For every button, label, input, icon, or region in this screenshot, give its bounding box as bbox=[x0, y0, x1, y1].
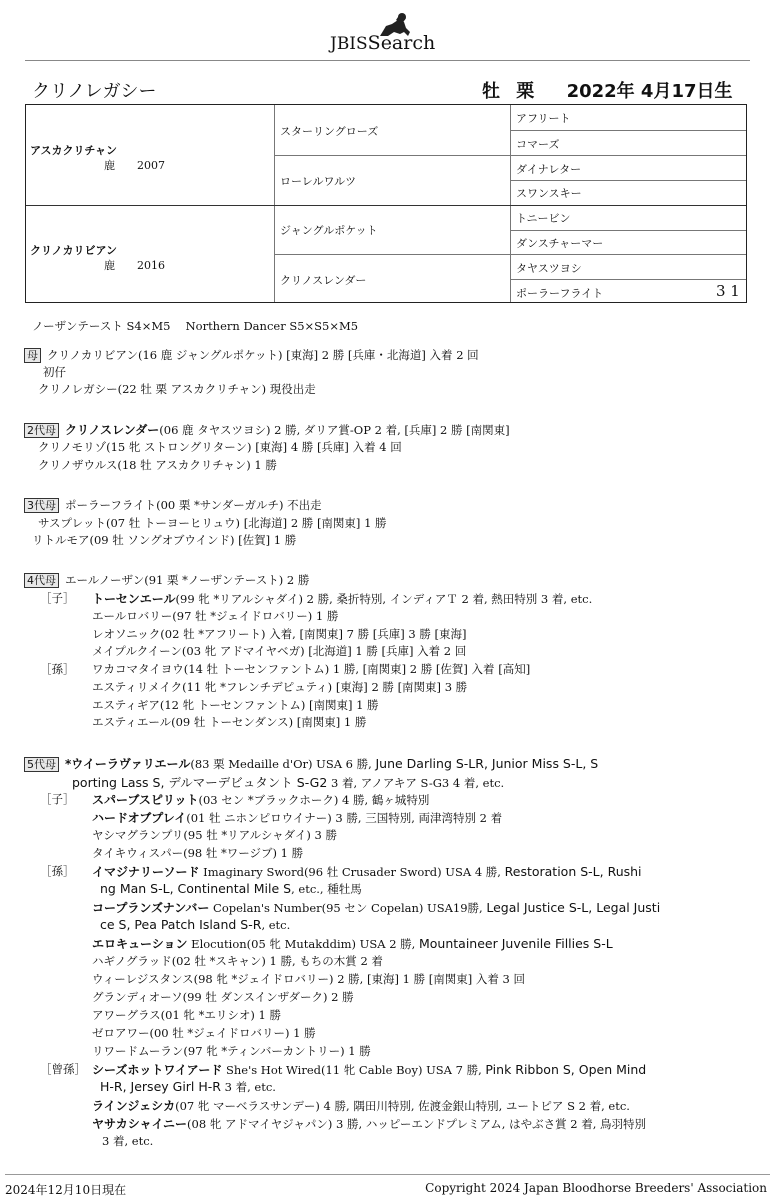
g5-c1 bbox=[92, 791, 429, 808]
g5-s2 bbox=[92, 1097, 630, 1114]
g5-g3 bbox=[92, 935, 613, 952]
g5-g3-races: Mountaineer Juvenile Fillies S-L bbox=[418, 936, 613, 951]
g5-g2 bbox=[92, 899, 660, 916]
g5-g9: リワードムーラン(97 牝 *ティンバーカントリー) 1 勝 bbox=[92, 1044, 371, 1058]
jbis-search-logo bbox=[330, 12, 470, 52]
g5-g1-cont bbox=[100, 881, 362, 897]
sire-name[interactable]: アスカクリチャン bbox=[30, 144, 118, 157]
g5-g2-text: Copelan's Number(95 セン Copelan) USA19勝, bbox=[209, 901, 487, 915]
g5-g3-text: Elocution(05 牝 Mutakddim) USA 2 勝, bbox=[187, 937, 419, 951]
dam-name[interactable]: クリノカリビアン bbox=[30, 244, 118, 257]
family-number: 3 1 bbox=[716, 282, 740, 300]
g5-races: June Darling S-LR, Junior Miss S-L, S bbox=[375, 756, 599, 771]
g3-text: ポーラーフライト(00 栗 *サンダーガルチ) 不出走 bbox=[65, 498, 322, 512]
g4-g1: ワカコマタイヨウ(14 牡 トーセンファントム) 1 勝, [南関東] 2 勝 [佐賀] 入着 [高知] bbox=[92, 662, 531, 676]
g5-g2-text2: , etc. bbox=[261, 918, 291, 932]
g5-s3-name[interactable]: ヤサカシャイニー bbox=[92, 1117, 188, 1131]
g5-g1-name[interactable]: イマジナリーソード bbox=[92, 865, 200, 879]
horse-birth: 2022年 4月17日生 bbox=[566, 81, 733, 102]
dam-sub: 鹿 2016 bbox=[104, 259, 165, 272]
g5-g4: ハギノグラッド(02 牡 *スキャン) 1 勝, もちの木賞 2 着 bbox=[92, 954, 383, 968]
inbreed-line: ノーザンテースト S4×M5 Northern Dancer S5×S5×M5 bbox=[32, 319, 359, 333]
mother-line3: クリノレガシー(22 牡 栗 アスカクリチャン) 現役出走 bbox=[38, 382, 316, 396]
g4-g4: エスティエール(09 牡 トーセンダンス) [南関東] 1 勝 bbox=[92, 715, 367, 729]
g5-s3-text: (08 牝 アドマイヤジャパン) 3 勝, ハッピーエンドプレミアム, はやぶさ賞 2 着, 鳥羽特別 bbox=[187, 1117, 647, 1131]
g5-text: (83 栗 Medaille d'Or) USA 6 勝, bbox=[190, 757, 376, 771]
g4-child-label: ［子］ bbox=[40, 591, 75, 605]
g5-g1-races: Restoration S-L, Rushi bbox=[504, 864, 642, 879]
g5-great-label: ［曾孫］ bbox=[40, 1062, 86, 1076]
g5-g2-name[interactable]: コープランズナンバー bbox=[92, 901, 210, 915]
g5-c4: タイキウィスパー(98 牡 *ワージブ) 1 勝 bbox=[92, 846, 304, 860]
footer-copyright: Copyright 2024 Japan Bloodhorse Breeders' Association bbox=[425, 1181, 767, 1195]
g5-s1-races: Pink Ribbon S, Open Mind bbox=[485, 1062, 647, 1077]
g5-g8: ゼロアワー(00 牡 *ジェイドロバリー) 1 勝 bbox=[92, 1026, 316, 1040]
g4-grand-label: ［孫］ bbox=[40, 662, 75, 676]
g5-c3: ヤシマグランプリ(95 牡 *リアルシャダイ) 3 勝 bbox=[92, 828, 338, 842]
g2-name[interactable]: クリノスレンダー bbox=[65, 423, 160, 437]
g5-c2-text: (01 牡 ニホンピロウイナー) 3 勝, 三国特別, 両津湾特別 2 着 bbox=[186, 811, 503, 825]
g3-line3: リトルモア(09 牡 ソングオブウインド) [佐賀] 1 勝 bbox=[32, 533, 297, 547]
sss[interactable]: アフリート bbox=[516, 112, 571, 125]
g5-line1 bbox=[24, 755, 598, 772]
g2-line2: クリノモリゾ(15 牝 ストロングリターン) [東海] 4 勝 [兵庫] 入着 4 回 bbox=[38, 440, 402, 454]
g5-g1-text: Imaginary Sword(96 牡 Crusader Sword) USA 4 勝, bbox=[199, 865, 505, 879]
g4-g2: エスティリメイク(11 牝 *フレンチデピュティ) [東海] 2 勝 [南関東] 3 勝 bbox=[92, 680, 468, 694]
g5-races2: porting Lass S, デルマーデビュタント S-G2 bbox=[72, 775, 328, 790]
horse-color: 栗 bbox=[516, 81, 535, 102]
footer-date: 2024年12月10日現在 bbox=[5, 1183, 127, 1197]
sdd[interactable]: スワンスキー bbox=[516, 187, 582, 200]
logo-text-search: Search bbox=[367, 32, 436, 54]
g5-grand-label: ［孫］ bbox=[40, 864, 75, 878]
g5-s1 bbox=[92, 1061, 646, 1078]
g5-c2 bbox=[92, 809, 502, 826]
logo-text-jbis: JBIS bbox=[330, 34, 368, 54]
g5-s2-text: (07 牝 マーベラスサンデー) 4 勝, 隅田川特別, 佐渡金銀山特別, ユートピア S 2 着, etc. bbox=[175, 1099, 630, 1113]
g2-line1 bbox=[24, 421, 510, 438]
g4-line1 bbox=[24, 572, 309, 588]
tag-mother: 母 bbox=[24, 348, 41, 363]
g5-s1-cont bbox=[100, 1079, 276, 1095]
header-divider bbox=[25, 60, 750, 61]
g4-text: エールノーザン(91 栗 *ノーザンテースト) 2 勝 bbox=[65, 573, 310, 587]
tag-g2: 2代母 bbox=[24, 423, 59, 438]
dsd[interactable]: ダンスチャーマー bbox=[516, 237, 604, 250]
tag-g5: 5代母 bbox=[24, 757, 59, 772]
g5-c1-name[interactable]: スパーブスピリット bbox=[92, 793, 199, 807]
g5-text2: 3 着, アノアキア S-G3 4 着, etc. bbox=[327, 776, 505, 790]
pedigree-table bbox=[25, 104, 747, 303]
tag-g3: 3代母 bbox=[24, 498, 59, 513]
g5-c1-text: (03 セン *ブラックホーク) 4 勝, 鶴ヶ城特別 bbox=[198, 793, 430, 807]
dss[interactable]: トニービン bbox=[516, 212, 571, 225]
g4-g3: エスティギア(12 牝 トーセンファントム) [南関東] 1 勝 bbox=[92, 698, 379, 712]
g5-g2-races2: ce S, Pea Patch Island S-R bbox=[100, 917, 262, 932]
g5-g2-cont bbox=[100, 917, 290, 932]
g5-g1 bbox=[92, 863, 642, 880]
g3-line2: サスプレット(07 牡 トーヨーヒリュウ) [北海道] 2 勝 [南関東] 1 勝 bbox=[38, 516, 387, 530]
g5-s1-text2: 3 着, etc. bbox=[220, 1080, 276, 1094]
sire-sub: 鹿 2007 bbox=[104, 159, 165, 172]
horse-name: クリノレガシー bbox=[32, 81, 157, 102]
g5-g7: アワーグラス(01 牝 *エリシオ) 1 勝 bbox=[92, 1008, 281, 1022]
g4-c2: エールロバリー(97 牡 *ジェイドロバリー) 1 勝 bbox=[92, 609, 339, 623]
g4-c3: レオソニック(02 牡 *アフリート) 入着, [南関東] 7 勝 [兵庫] 3 勝 [東海] bbox=[92, 627, 467, 641]
g4-c1 bbox=[92, 590, 592, 607]
ddd[interactable]: ポーラーフライト bbox=[516, 287, 604, 300]
g5-child-label: ［子］ bbox=[40, 792, 75, 806]
mother-line2: 初仔 bbox=[43, 365, 66, 379]
footer-divider bbox=[5, 1174, 770, 1175]
g5-g1-races2: ng Man S-L, Continental Mile S bbox=[100, 881, 292, 896]
g5-g1-text2: , etc., 種牡馬 bbox=[291, 882, 362, 896]
sds[interactable]: ダイナレター bbox=[516, 163, 582, 176]
g5-g3-name[interactable]: エロキューション bbox=[92, 937, 188, 951]
g2-text: (06 鹿 タヤスツヨシ) 2 勝, ダリア賞-OP 2 着, [兵庫] 2 勝 [南関東] bbox=[159, 423, 510, 437]
dam-dam[interactable]: クリノスレンダー bbox=[280, 274, 367, 287]
g4-c1-text: (99 牝 *リアルシャダイ) 2 勝, 桑折特別, インディアＴ 2 着, 熱田特別 3 着, etc. bbox=[175, 592, 593, 606]
g5-s1-name[interactable]: シーズホットワイアード bbox=[92, 1063, 223, 1077]
tag-g4: 4代母 bbox=[24, 573, 59, 588]
mother-line1 bbox=[24, 347, 479, 363]
g5-line2 bbox=[72, 773, 504, 791]
g5-g5: ウィーレジスタンス(98 牝 *ジェイドロバリー) 2 勝, [東海] 1 勝 [南関東] 入着 3 回 bbox=[92, 972, 525, 986]
dds[interactable]: タヤスツヨシ bbox=[516, 262, 582, 275]
dam-sire[interactable]: ジャングルポケット bbox=[280, 224, 378, 237]
g5-name[interactable]: *ウイーラヴァリエール bbox=[65, 757, 191, 771]
g5-c2-name[interactable]: ハードオブプレイ bbox=[92, 811, 187, 825]
g5-g2-races: Legal Justice S-L, Legal Justi bbox=[486, 900, 661, 915]
mother-text: クリノカリビアン(16 鹿 ジャングルポケット) [東海] 2 勝 [兵庫・北海道] 入着 2 回 bbox=[47, 348, 479, 362]
g3-line1 bbox=[24, 497, 322, 513]
g5-s3 bbox=[92, 1115, 646, 1132]
g4-c4: メイプルクイーン(03 牝 アドマイヤベガ) [北海道] 1 勝 [兵庫] 入着 2 回 bbox=[92, 644, 467, 658]
g5-s1-text: She's Hot Wired(11 牝 Cable Boy) USA 7 勝, bbox=[222, 1063, 486, 1077]
sire-sire[interactable]: スターリングローズ bbox=[280, 125, 379, 138]
horse-sex: 牡 bbox=[482, 81, 500, 102]
g5-s3-cont: 3 着, etc. bbox=[102, 1134, 154, 1148]
horse-info bbox=[482, 77, 743, 103]
ssd[interactable]: コマーズ bbox=[516, 138, 560, 151]
g5-g6: グランディオーソ(99 牡 ダンスインザダーク) 2 勝 bbox=[92, 990, 354, 1004]
g4-c1-name[interactable]: トーセンエール bbox=[92, 592, 176, 606]
g2-line3: クリノザウルス(18 牡 アスカクリチャン) 1 勝 bbox=[38, 458, 277, 472]
g5-s2-name[interactable]: ラインジェシカ bbox=[92, 1099, 176, 1113]
sire-dam[interactable]: ローレルワルツ bbox=[280, 175, 357, 188]
g5-s1-races2: H-R, Jersey Girl H-R bbox=[100, 1079, 221, 1094]
